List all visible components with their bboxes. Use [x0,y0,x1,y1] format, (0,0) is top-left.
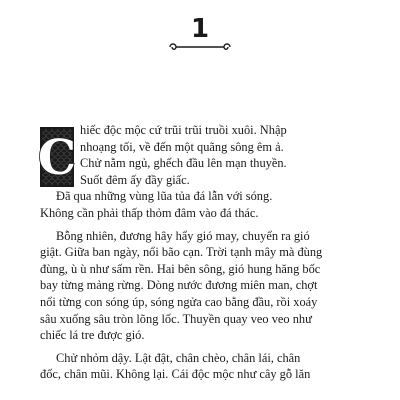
chapter-number: 1 [190,14,210,44]
paragraph-line: nổi từng con sóng úp, sóng ngửa cao bằng đầu, rồi xoáy [40,294,318,309]
paragraph-line: Chử nhỏm dậy. Lật đật, chân chèo, chân lái, chân [56,350,301,365]
paragraph-line: bay từng mảng rừng. Dòng nước đương miên man, chợt [40,278,318,293]
paragraph-line: Không cần phải thấp thỏm đâm vào đá thác. [40,205,259,220]
scroll-flourish-icon [164,40,236,54]
paragraph-line: sâu xuống sâu tròn lõng lốc. Thuyền quay veo veo như [40,311,312,326]
paragraph-line: giật. Giữa ban ngày, nổi bão cạn. Trời tạnh mây mà đùng [40,245,323,260]
paragraph-line: chiếc lá tre được gió. [40,328,145,343]
paragraph-line: Đã qua những vùng lũa tủa đá lẫn với sóng. [56,189,273,204]
paragraph-line: Chử nằm ngủ, ghếch đầu lên mạn thuyền. [80,156,287,171]
paragraph-line: đùng, ù ù như sấm rền. Hai bên sông, gió hung hăng bốc [40,261,321,276]
paragraph-line: hiếc độc mộc cứ trũi trũi truồi xuôi. Nhập [80,123,287,137]
paragraph-line: Suốt đêm ấy đầy giấc. [80,172,190,187]
drop-cap-letter: C [37,130,77,186]
paragraph-line: nhoạng tối, về đến một quãng sông êm ả. [80,139,284,154]
paragraph-line: đốc, chân mũi. Không lại. Cái độc mộc như cây gỗ lăn [40,367,311,382]
paragraph-line: Bỗng nhiên, đương hây hẩy gió may, chuyển ra gió [56,228,310,243]
body-text [37,122,370,383]
